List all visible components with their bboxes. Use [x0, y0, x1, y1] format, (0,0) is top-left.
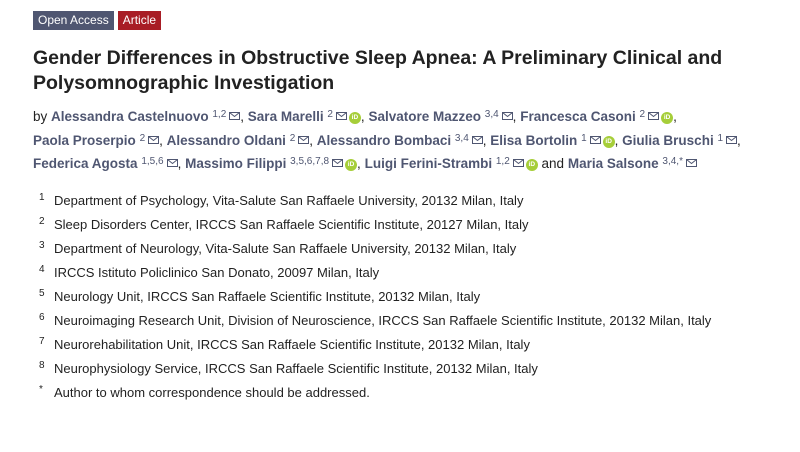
affiliation-text: Department of Psychology, Vita-Salute San Raffaele University, 20132 Milan, Italy — [54, 192, 524, 208]
article-title: Gender Differences in Obstructive Sleep Apnea: A Preliminary Clinical and Polysomnographic Investigation — [33, 47, 723, 94]
author-name-link[interactable]: Salvatore Mazzeo — [368, 109, 481, 124]
author-entry — [520, 109, 673, 124]
orcid-icon[interactable]: iD — [661, 112, 673, 124]
email-icon[interactable] — [167, 159, 178, 167]
email-icon[interactable] — [726, 136, 737, 144]
author-list — [33, 104, 778, 175]
and-label: and — [541, 156, 565, 171]
comma-separator: , — [177, 156, 182, 171]
author-affiliation-sup: 3,4 — [454, 132, 469, 144]
comma-separator: , — [737, 132, 741, 148]
affiliation-item — [39, 215, 778, 234]
affiliation-number: * — [39, 383, 43, 395]
affiliation-item — [39, 287, 778, 306]
author-name-link[interactable]: Alessandro Bombaci — [316, 132, 452, 148]
author-name-link[interactable]: Paola Proserpio — [33, 132, 136, 148]
comma-separator: , — [357, 156, 361, 171]
affiliation-text: IRCCS Istituto Policlinico San Donato, 20097 Milan, Italy — [54, 264, 380, 280]
author-affiliation-sup: 3,4,* — [662, 156, 683, 167]
email-icon[interactable] — [229, 112, 240, 120]
author-entry — [490, 133, 614, 148]
email-icon[interactable] — [472, 136, 483, 144]
article-type-badge[interactable]: Article — [118, 11, 161, 30]
open-access-badge[interactable]: Open Access — [33, 11, 114, 30]
email-icon[interactable] — [502, 112, 513, 120]
email-icon[interactable] — [298, 136, 309, 144]
affiliation-item — [39, 191, 778, 210]
affiliation-item — [39, 383, 778, 402]
author-name-link[interactable]: Alessandro Oldani — [166, 132, 286, 148]
affiliation-number: 8 — [39, 359, 45, 371]
affiliation-text: Neuroimaging Research Unit, Division of Neuroscience, IRCCS San Raffaele Scientific Institute, 20132 Milan, Italy — [54, 312, 712, 328]
author-name-link[interactable]: Giulia Bruschi — [622, 132, 714, 148]
author-entry — [51, 109, 240, 124]
author-entry — [568, 156, 697, 171]
affiliation-number: 1 — [39, 191, 45, 203]
email-icon[interactable] — [513, 159, 524, 167]
author-name-link[interactable]: Luigi Ferini-Strambi — [364, 156, 493, 171]
affiliation-number: 2 — [39, 215, 45, 227]
author-entry — [33, 156, 178, 171]
author-entry — [167, 133, 310, 148]
email-icon[interactable] — [148, 136, 159, 144]
orcid-icon[interactable]: iD — [603, 136, 615, 148]
author-name-link[interactable]: Sara Marelli — [247, 109, 324, 124]
email-icon[interactable] — [332, 159, 343, 167]
author-affiliation-sup: 3,4 — [484, 109, 499, 120]
author-affiliation-sup: 1 — [717, 132, 724, 144]
author-entry — [185, 156, 357, 171]
affiliation-number: 3 — [39, 239, 45, 251]
affiliation-number: 4 — [39, 263, 45, 275]
affiliation-item — [39, 239, 778, 258]
author-entry — [365, 156, 538, 171]
author-affiliation-sup: 1 — [581, 132, 587, 144]
affiliation-text: Sleep Disorders Center, IRCCS San Raffaele Scientific Institute, 20127 Milan, Italy — [54, 216, 529, 232]
email-icon[interactable] — [336, 112, 347, 120]
author-entry — [248, 109, 361, 124]
comma-separator: , — [673, 109, 677, 124]
affiliation-text: Department of Neurology, Vita-Salute San Raffaele University, 20132 Milan, Italy — [54, 240, 517, 256]
orcid-icon[interactable]: iD — [345, 159, 357, 171]
affiliation-number: 7 — [39, 335, 45, 347]
affiliation-item — [39, 335, 778, 354]
author-entry — [33, 133, 159, 148]
author-affiliation-sup: 1,2 — [495, 156, 510, 167]
affiliation-number: 5 — [39, 287, 45, 299]
author-affiliation-sup: 1,2 — [212, 109, 227, 120]
orcid-icon[interactable]: iD — [526, 159, 538, 171]
affiliation-list — [39, 191, 778, 402]
comma-separator: , — [482, 132, 487, 148]
author-affiliation-sup: 1,5,6 — [141, 156, 164, 167]
author-entry — [622, 133, 737, 148]
author-entry — [317, 133, 483, 148]
email-icon[interactable] — [648, 112, 659, 120]
affiliation-text: Neurophysiology Service, IRCCS San Raffaele Scientific Institute, 20132 Milan, Italy — [54, 360, 538, 376]
affiliation-text: Neurorehabilitation Unit, IRCCS San Raffaele Scientific Institute, 20132 Milan, Italy — [54, 336, 530, 352]
article-header — [33, 11, 778, 407]
author-name-link[interactable]: Massimo Filippi — [185, 156, 287, 171]
author-affiliation-sup: 2 — [327, 109, 333, 120]
author-name-link[interactable]: Alessandra Castelnuovo — [51, 109, 209, 124]
comma-separator: , — [614, 132, 619, 148]
badge-row — [33, 11, 778, 31]
author-name-link[interactable]: Federica Agosta — [33, 156, 138, 171]
affiliation-item — [39, 311, 778, 330]
comma-separator: , — [309, 132, 314, 148]
comma-separator: , — [159, 132, 163, 148]
author-entry — [368, 109, 512, 124]
author-affiliation-sup: 3,5,6,7,8 — [290, 156, 330, 167]
author-name-link[interactable]: Francesca Casoni — [520, 109, 636, 124]
author-affiliation-sup: 2 — [289, 132, 296, 144]
comma-separator: , — [512, 109, 517, 124]
author-affiliation-sup: 2 — [639, 109, 646, 120]
affiliation-item — [39, 359, 778, 378]
email-icon[interactable] — [686, 159, 697, 167]
affiliation-item — [39, 263, 778, 282]
affiliation-number: 6 — [39, 311, 45, 323]
email-icon[interactable] — [590, 136, 601, 144]
comma-separator: , — [240, 109, 245, 124]
comma-separator: , — [360, 109, 365, 124]
affiliation-text: Neurology Unit, IRCCS San Raffaele Scientific Institute, 20132 Milan, Italy — [54, 288, 481, 304]
author-affiliation-sup: 2 — [139, 132, 146, 144]
orcid-icon[interactable]: iD — [349, 112, 361, 124]
author-name-link[interactable]: Maria Salsone — [567, 156, 659, 171]
author-name-link[interactable]: Elisa Bortolin — [490, 132, 578, 148]
by-label: by — [33, 109, 48, 124]
affiliation-text: Author to whom correspondence should be addressed. — [54, 384, 370, 400]
